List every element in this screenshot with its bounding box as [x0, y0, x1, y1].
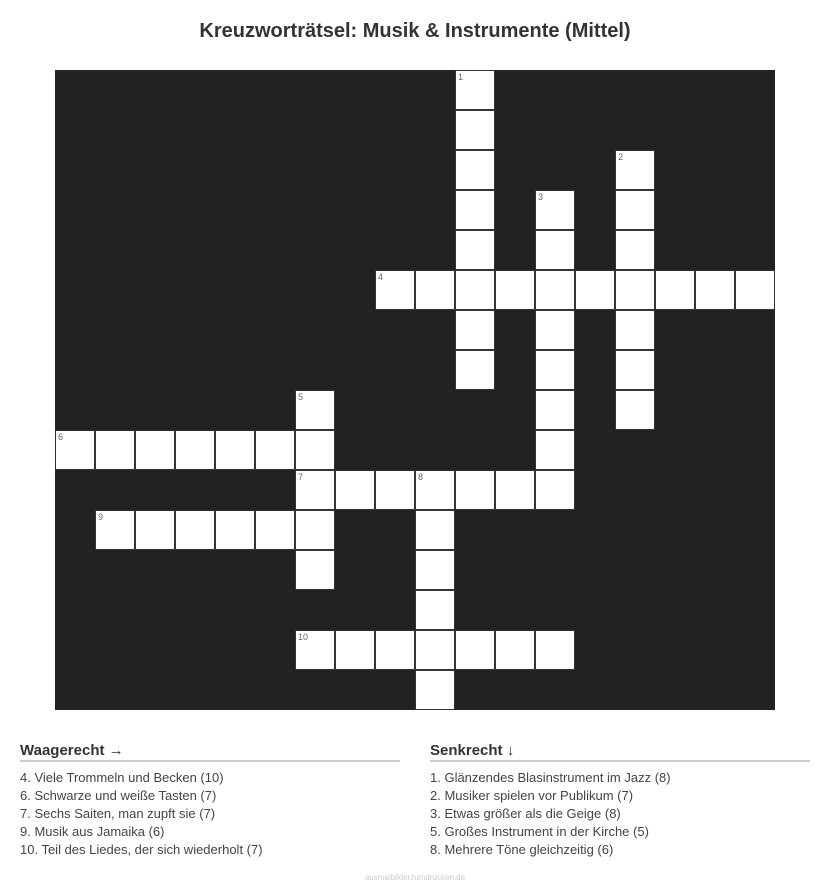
- crossword-cell[interactable]: [495, 270, 535, 310]
- clue-number: 6: [58, 432, 64, 442]
- crossword-cell[interactable]: [295, 510, 335, 550]
- page-title: Kreuzworträtsel: Musik & Instrumente (Mittel): [199, 20, 631, 42]
- crossword-cell[interactable]: [535, 230, 575, 270]
- crossword-cell[interactable]: [415, 590, 455, 630]
- crossword-cell[interactable]: [535, 270, 575, 310]
- crossword-cell[interactable]: [255, 430, 295, 470]
- clue-item: 10. Teil des Liedes, der sich wiederholt (7): [20, 842, 263, 857]
- footer-watermark: ausmalbilderzumdrucken.de: [364, 873, 466, 882]
- crossword-cell[interactable]: [335, 630, 375, 670]
- crossword-cell[interactable]: [535, 470, 575, 510]
- crossword-cell[interactable]: [415, 270, 455, 310]
- clue-item: 2. Musiker spielen vor Publikum (7): [430, 788, 634, 803]
- crossword-cell[interactable]: [455, 630, 495, 670]
- clue-item: 7. Sechs Saiten, man zupft sie (7): [20, 806, 216, 821]
- crossword-cell[interactable]: [615, 390, 655, 430]
- crossword-cell[interactable]: [455, 190, 495, 230]
- crossword-cell[interactable]: [455, 70, 495, 110]
- clue-number: 10: [298, 632, 309, 642]
- crossword-cell[interactable]: [615, 230, 655, 270]
- crossword-cell[interactable]: [415, 470, 455, 510]
- down-clue-list: [430, 769, 810, 859]
- crossword-cell[interactable]: [295, 630, 335, 670]
- crossword-cell[interactable]: [375, 630, 415, 670]
- crossword-cell[interactable]: [455, 150, 495, 190]
- clue-number: 9: [98, 512, 104, 522]
- clue-item: 4. Viele Trommeln und Becken (10): [20, 770, 224, 785]
- crossword-cell[interactable]: [615, 190, 655, 230]
- clue-item: 8. Mehrere Töne gleichzeitig (6): [430, 842, 614, 857]
- crossword-cell[interactable]: [535, 190, 575, 230]
- crossword-cell[interactable]: [215, 430, 255, 470]
- crossword-cell[interactable]: [615, 310, 655, 350]
- clue-item: 5. Großes Instrument in der Kirche (5): [430, 824, 649, 839]
- clue-number: 5: [298, 392, 304, 402]
- crossword-cell[interactable]: [175, 430, 215, 470]
- across-heading: Waagerecht →: [20, 742, 400, 762]
- crossword-cell[interactable]: [415, 630, 455, 670]
- crossword-cell[interactable]: [295, 390, 335, 430]
- crossword-cell[interactable]: [295, 430, 335, 470]
- crossword-cell[interactable]: [335, 470, 375, 510]
- crossword-cell[interactable]: [415, 510, 455, 550]
- crossword-cell[interactable]: [295, 550, 335, 590]
- crossword-cell[interactable]: [215, 510, 255, 550]
- crossword-cell[interactable]: [615, 270, 655, 310]
- down-heading: Senkrecht ↓: [430, 742, 810, 762]
- crossword-cell[interactable]: [455, 310, 495, 350]
- crossword-cell[interactable]: [135, 430, 175, 470]
- crossword-grid: [55, 70, 775, 710]
- clue-number: 7: [298, 472, 304, 482]
- crossword-cell[interactable]: [535, 430, 575, 470]
- clue-item: 1. Glänzendes Blasinstrument im Jazz (8): [430, 770, 671, 785]
- crossword-cell[interactable]: [455, 110, 495, 150]
- clue-number: 1: [458, 72, 464, 82]
- crossword-cell[interactable]: [135, 510, 175, 550]
- crossword-cell[interactable]: [455, 270, 495, 310]
- crossword-cell[interactable]: [735, 270, 775, 310]
- across-clue-list: [20, 769, 400, 859]
- crossword-cell[interactable]: [95, 510, 135, 550]
- clue-number: 8: [418, 472, 424, 482]
- crossword-cell[interactable]: [495, 470, 535, 510]
- crossword-cell[interactable]: [615, 350, 655, 390]
- crossword-cell[interactable]: [535, 310, 575, 350]
- crossword-cell[interactable]: [615, 150, 655, 190]
- clue-item: 9. Musik aus Jamaika (6): [20, 824, 165, 839]
- crossword-cell[interactable]: [375, 470, 415, 510]
- crossword-cell[interactable]: [255, 510, 295, 550]
- crossword-cell[interactable]: [415, 550, 455, 590]
- crossword-cell[interactable]: [55, 430, 95, 470]
- crossword-cell[interactable]: [535, 390, 575, 430]
- crossword-cell[interactable]: [535, 630, 575, 670]
- down-clues-section: [430, 742, 810, 859]
- across-clues-section: [20, 742, 400, 859]
- crossword-cell[interactable]: [455, 230, 495, 270]
- crossword-cell[interactable]: [375, 270, 415, 310]
- clue-number: 4: [378, 272, 384, 282]
- crossword-cell[interactable]: [295, 470, 335, 510]
- crossword-cell[interactable]: [655, 270, 695, 310]
- clue-item: 6. Schwarze und weiße Tasten (7): [20, 788, 217, 803]
- crossword-cell[interactable]: [495, 630, 535, 670]
- crossword-cell[interactable]: [415, 670, 455, 710]
- crossword-cell[interactable]: [695, 270, 735, 310]
- crossword-cell[interactable]: [175, 510, 215, 550]
- crossword-cell[interactable]: [455, 470, 495, 510]
- crossword-cell[interactable]: [95, 430, 135, 470]
- clue-number: 3: [538, 192, 544, 202]
- clue-item: 3. Etwas größer als die Geige (8): [430, 806, 621, 821]
- crossword-cell[interactable]: [535, 350, 575, 390]
- crossword-cell[interactable]: [575, 270, 615, 310]
- crossword-cell[interactable]: [455, 350, 495, 390]
- clue-number: 2: [618, 152, 624, 162]
